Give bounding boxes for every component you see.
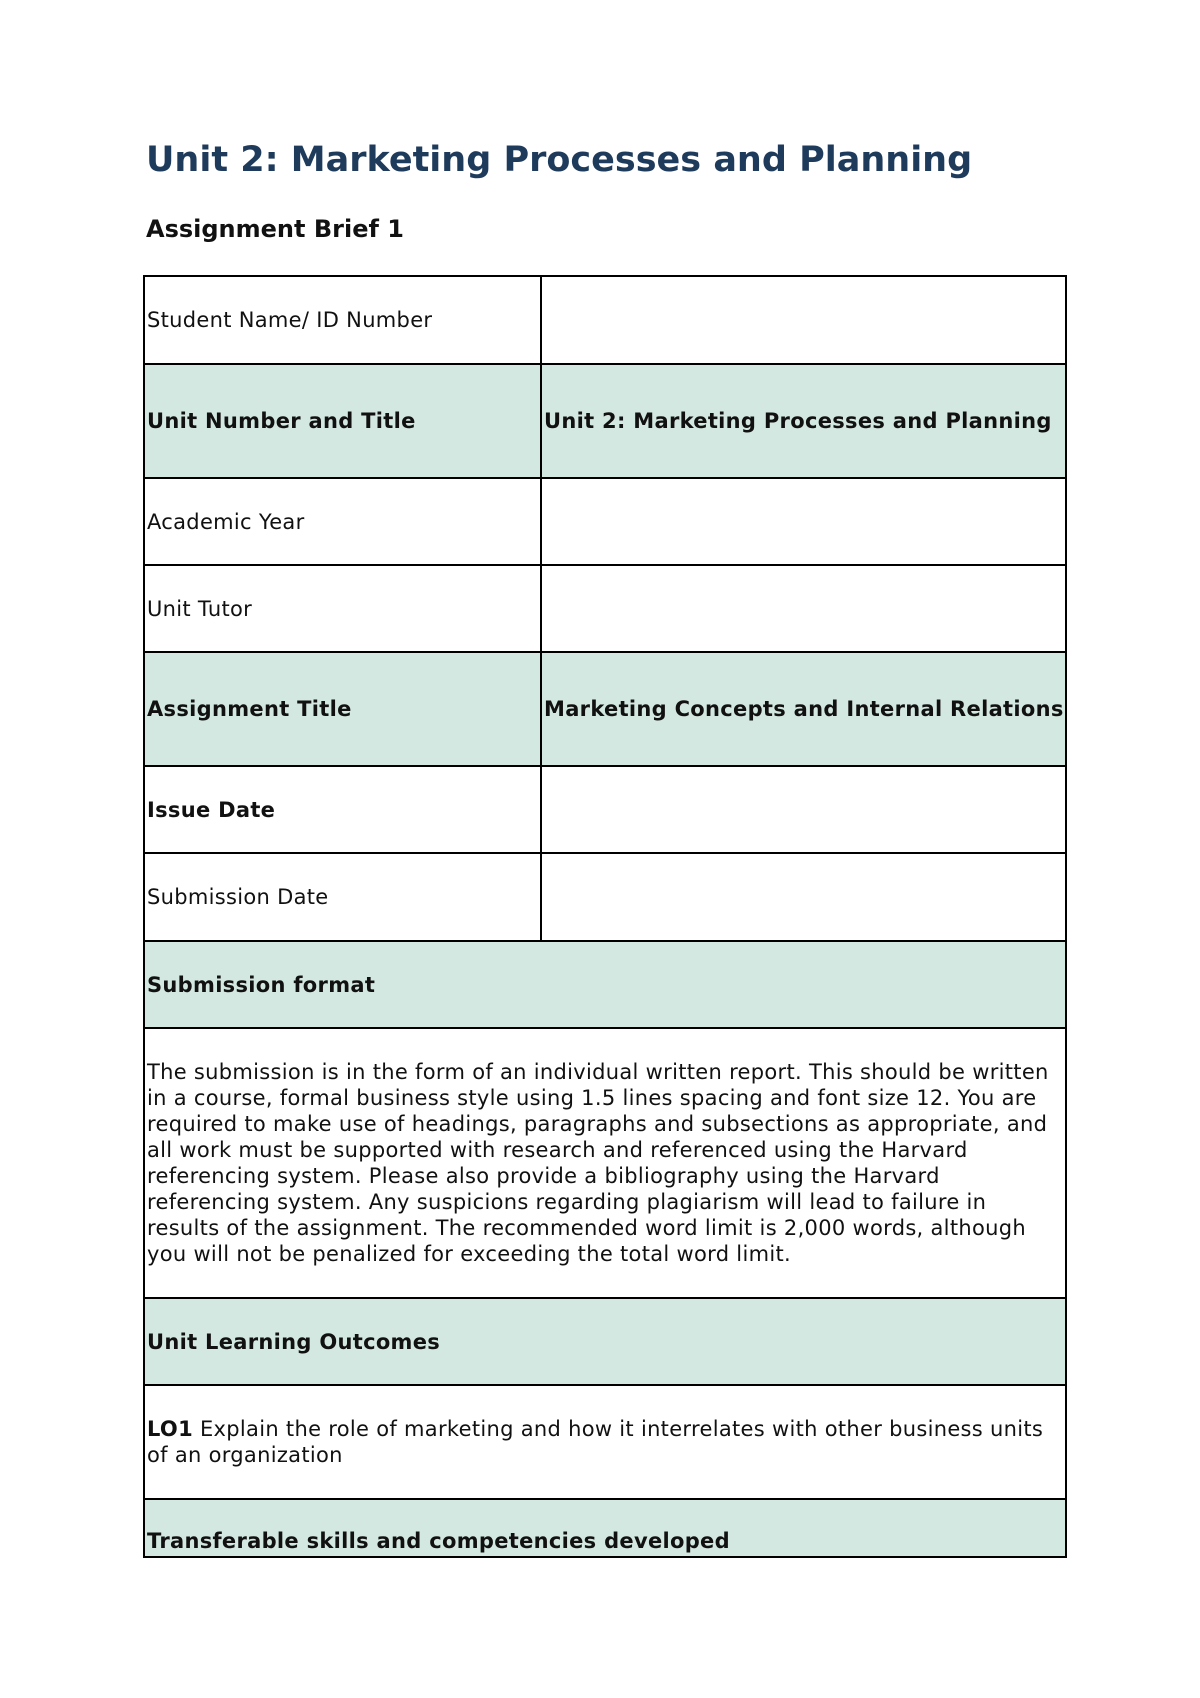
learning-outcome-1 [144, 1385, 1066, 1499]
row-issue-date [144, 766, 1066, 853]
row-transferable-skills-heading [144, 1499, 1066, 1557]
page-title: Unit 2: Marketing Processes and Planning [146, 140, 973, 180]
row-learning-outcomes-heading [144, 1298, 1066, 1385]
unit-tutor-label: Unit Tutor [144, 565, 541, 652]
academic-year-label: Academic Year [144, 478, 541, 565]
row-student-name [144, 276, 1066, 364]
issue-date-value [541, 766, 1066, 853]
lo1-code: LO1 [147, 1417, 193, 1441]
row-learning-outcome-1 [144, 1385, 1066, 1499]
learning-outcomes-heading: Unit Learning Outcomes [144, 1298, 1066, 1385]
assignment-title-value: Marketing Concepts and Internal Relations [541, 652, 1066, 766]
assignment-brief-subtitle: Assignment Brief 1 [146, 215, 404, 243]
unit-number-value: Unit 2: Marketing Processes and Planning [541, 364, 1066, 478]
student-name-label: Student Name/ ID Number [144, 276, 541, 364]
row-academic-year [144, 478, 1066, 565]
student-name-value [541, 276, 1066, 364]
submission-format-heading: Submission format [144, 941, 1066, 1028]
academic-year-value [541, 478, 1066, 565]
unit-tutor-value [541, 565, 1066, 652]
row-unit-number [144, 364, 1066, 478]
submission-date-label: Submission Date [144, 853, 541, 941]
row-assignment-title [144, 652, 1066, 766]
submission-format-text: The submission is in the form of an individual written report. This should be written in a course, formal business style using 1.5 lines spacing and font size 12. You are required to make use of headings, paragraphs and subsections as appropriate, and all work must be supported with research and referenced using the Harvard referencing system. Please also provide a bibliography using the Harvard referencing system. Any suspicions regarding plagiarism will lead to failure in results of the assignment. The recommended word limit is 2,000 words, although you will not be penalized for exceeding the total word limit. [144, 1028, 1066, 1298]
assignment-brief-table [143, 275, 1067, 1558]
submission-date-value [541, 853, 1066, 941]
row-submission-format-heading [144, 941, 1066, 1028]
assignment-title-label: Assignment Title [144, 652, 541, 766]
row-unit-tutor [144, 565, 1066, 652]
row-submission-date [144, 853, 1066, 941]
row-submission-format-text [144, 1028, 1066, 1298]
lo1-text: Explain the role of marketing and how it interrelates with other business units of an organization [147, 1417, 1044, 1467]
issue-date-label: Issue Date [144, 766, 541, 853]
transferable-skills-heading: Transferable skills and competencies developed [144, 1499, 1066, 1557]
unit-number-label: Unit Number and Title [144, 364, 541, 478]
